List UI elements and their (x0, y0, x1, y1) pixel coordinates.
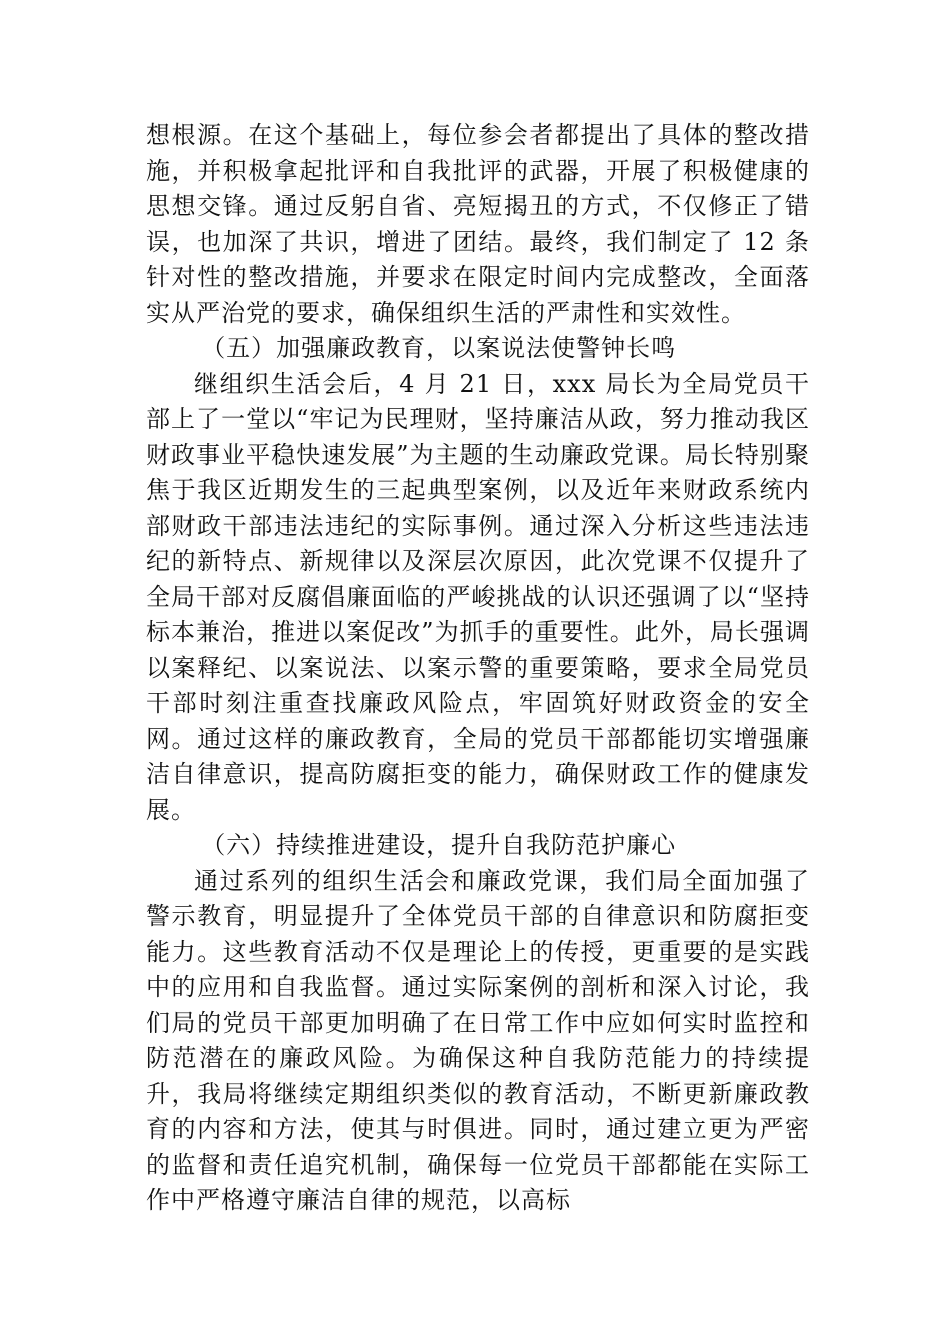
section-heading-5: （五）加强廉政教育，以案说法使警钟长鸣 (201, 334, 677, 362)
paragraph-integrity-lecture: 继组织生活会后，4 月 21 日，xxx 局长为全局党员干部上了一堂以“牢记为民理财，坚持廉洁从政，努力推动我区财政事业平稳快速发展”为主题的生动廉政党课。局长特别聚焦于我区近期发生的三起典型案例，以及近年来财政系统内部财政干部违法违纪的实际事例。通过深入分析这些违法违纪的新特点、新规律以及深层次原因，此次党课不仅提升了全局干部对反腐倡廉面临的严峻挑战的认识还强调了以“坚持标本兼治，推进以案促改”为抓手的重要性。此外，局长强调以案释纪、以案说法、以案示警的重要策略，要求全局党员干部时刻注重查找廉政风险点，牢固筑好财政资金的安全网。通过这样的廉政教育，全局的党员干部都能切实增强廉洁自律意识，提高防腐拒变的能力，确保财政工作的健康发展。 (146, 369, 810, 824)
paragraph-self-prevention: 通过系列的组织生活会和廉政党课，我们局全面加强了警示教育，明显提升了全体党员干部的自律意识和防腐拒变能力。这些教育活动不仅是理论上的传授，更重要的是实践中的应用和自我监督。通过实际案例的剖析和深入讨论，我们局的党员干部更加明确了在日常工作中应如何实时监控和防范潜在的廉政风险。为确保这种自我防范能力的持续提升，我局将继续定期组织类似的教育活动，不断更新廉政教育的内容和方法，使其与时俱进。同时，通过建立更为严密的监督和责任追究机制，确保每一位党员干部都能在实际工作中严格遵守廉洁自律的规范，以高标 (146, 866, 810, 1214)
section-heading-6: （六）持续推进建设，提升自我防范护廉心 (201, 831, 677, 859)
document-body (146, 118, 810, 1219)
paragraph-continuation: 想根源。在这个基础上，每位参会者都提出了具体的整改措施，并积极拿起批评和自我批评的武器，开展了积极健康的思想交锋。通过反躬自省、亮短揭丑的方式，不仅修正了错误，也加深了共识，增进了团结。最终，我们制定了 12 条针对性的整改措施，并要求在限定时间内完成整改，全面落实从严治党的要求，确保组织生活的严肃性和实效性。 (146, 121, 810, 327)
